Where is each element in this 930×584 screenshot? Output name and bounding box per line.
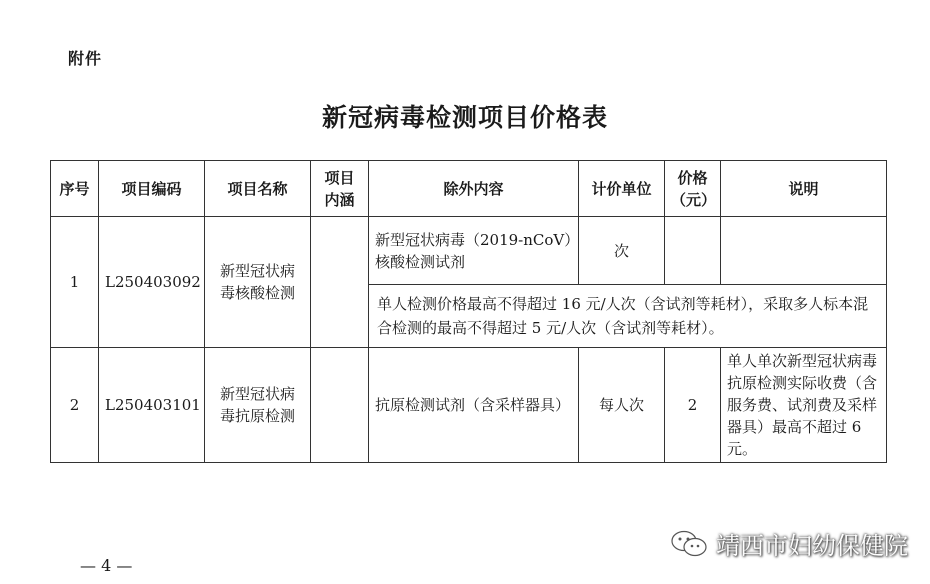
cell-exclusion: 新型冠状病毒（2019-nCoV）核酸检测试剂 (369, 217, 579, 285)
cell-no: 2 (51, 348, 99, 463)
header-price: 价格 （元） (665, 161, 721, 217)
page-number: — 4 — (80, 556, 133, 575)
header-code: 项目编码 (99, 161, 205, 217)
cell-scope (311, 217, 369, 348)
header-unit: 计价单位 (579, 161, 665, 217)
cell-name: 新型冠状病毒抗原检测 (205, 348, 311, 463)
cell-note (721, 217, 887, 285)
cell-note: 单人单次新型冠状病毒抗原检测实际收费（含服务费、试剂费及采样器具）最高不超过 6 元。 (721, 348, 887, 463)
header-no: 序号 (51, 161, 99, 217)
cell-code: L250403092 (99, 217, 205, 348)
header-scope: 项目 内涵 (311, 161, 369, 217)
cell-price: 2 (665, 348, 721, 463)
cell-exclusion: 抗原检测试剂（含采样器具） (369, 348, 579, 463)
cell-price (665, 217, 721, 285)
attachment-label: 附件 (68, 49, 103, 68)
table-row (51, 217, 887, 285)
watermark-text: 靖西市妇幼保健院 (716, 532, 908, 560)
table-header-row (51, 161, 887, 217)
wechat-icon (670, 529, 708, 559)
header-exclusion: 除外内容 (369, 161, 579, 217)
cell-name: 新型冠状病毒核酸检测 (205, 217, 311, 348)
cell-unit: 次 (579, 217, 665, 285)
price-table (50, 160, 887, 463)
cell-unit: 每人次 (579, 348, 665, 463)
page-title: 新冠病毒检测项目价格表 (321, 103, 608, 132)
cell-code: L250403101 (99, 348, 205, 463)
watermark (670, 526, 908, 561)
cell-scope (311, 348, 369, 463)
header-name: 项目名称 (205, 161, 311, 217)
cell-no: 1 (51, 217, 99, 348)
cell-remark: 单人检测价格最高不得超过 16 元/人次（含试剂等耗材），采取多人标本混合检测的最高不得超过 5 元/人次（含试剂等耗材）。 (369, 285, 887, 348)
table-row (51, 348, 887, 463)
header-note: 说明 (721, 161, 887, 217)
